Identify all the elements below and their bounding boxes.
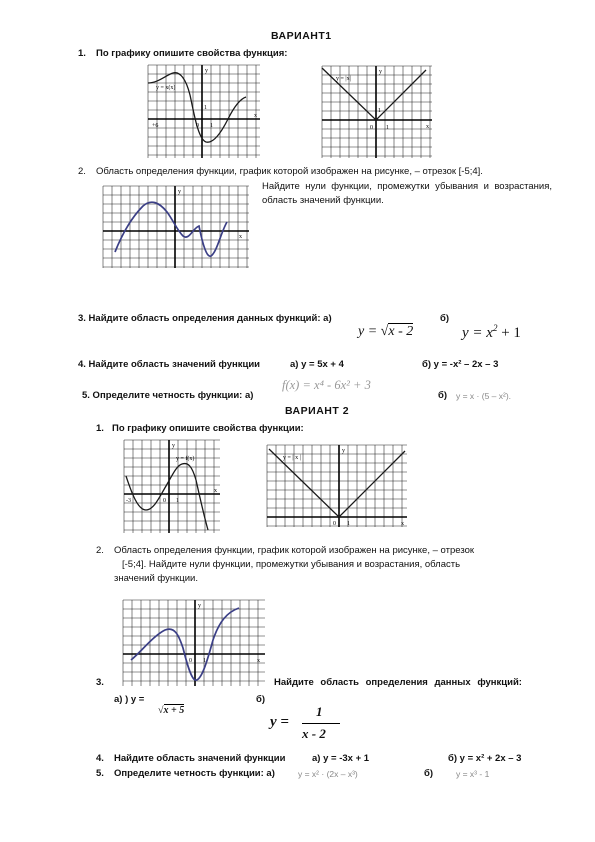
v2-q5-number: 5.: [96, 768, 104, 779]
v1-q1-number: 1.: [78, 48, 86, 59]
v1-graph-1-tick-left: +6: [152, 123, 159, 129]
v1-q4-a: а) у = 5х + 4: [290, 359, 344, 370]
v1-q3-text: 3. Найдите область определения данных функций: а): [78, 313, 332, 324]
v2-q3-formula-a-radicand-wrap: [158, 705, 184, 716]
v2-graph-6-grid: [123, 600, 265, 686]
v2-q5-text: Определите четность функции: а): [114, 768, 275, 779]
v1-q3-b-label: б): [440, 313, 450, 324]
v1-q5-text: 5. Определите четность функции: а): [82, 390, 254, 401]
v2-q3-text: Найдите область определения данных функций:: [274, 677, 522, 688]
v2-q3-formula-b-den: x - 2: [302, 726, 326, 741]
v1-q5-formula-b: у = х · (5 – х²).: [456, 391, 512, 401]
v2-q3-formula-a-radicand: x + 5: [163, 705, 185, 716]
v2-graph-4-label: y = f(x): [176, 456, 195, 462]
v1-graph-3: [103, 186, 249, 268]
v2-q3-a-label: а) ) у =: [114, 694, 145, 705]
v2-q5-formula-b: у = х³ - 1: [456, 769, 490, 779]
v1-graph-1-tick-one: 1: [210, 123, 213, 129]
variant-2-title: ВАРИАНТ 2: [285, 405, 350, 417]
v2-q4-b: б) у = х² + 2х – 3: [448, 753, 522, 764]
v1-graph-1-tick-zero: 0: [196, 123, 199, 129]
sqrt-icon: √: [158, 705, 164, 716]
v2-q4-a: а) у = -3х + 1: [312, 753, 370, 764]
v1-graph-2: [322, 66, 432, 158]
v1-graph-1-label: y = x(x): [156, 85, 176, 91]
v2-graph-6-y-label: y: [198, 603, 201, 609]
v1-q3-formula-a-radicand: x - 2: [388, 324, 414, 339]
v2-graph-5-tick-zero: 0: [333, 521, 336, 527]
v1-graph-3-y-label: y: [178, 189, 181, 195]
v1-q5-b-label: б): [438, 390, 448, 401]
v2-graph-6-tick-zero: 0: [189, 658, 192, 664]
v2-graph-4-tick-one: 1: [176, 498, 179, 504]
v2-q4-number: 4.: [96, 753, 104, 764]
v1-graph-2-y-label: y: [379, 69, 382, 75]
v1-graph-1-grid: [148, 65, 260, 158]
v2-q5-formula-a: у = х² · (2х – х³): [298, 769, 358, 779]
v2-graph-6-tick-one: 1: [203, 658, 206, 664]
v2-graph-5-label: y = | x |: [283, 455, 301, 461]
v1-graph-2-x-label: x: [426, 124, 429, 130]
v1-graph-2-tick-y-one: 1: [378, 108, 381, 114]
v1-graph-1: [148, 65, 260, 158]
v1-graph-1-y-label: y: [205, 68, 208, 74]
v2-graph-5-tick-one: 1: [347, 521, 350, 527]
v2-graph-4-tick-left: -3: [126, 498, 131, 504]
v2-graph-4-x-label: x: [214, 488, 217, 494]
v1-graph-1-tick-y-one: 1: [204, 105, 207, 111]
v2-graph-4-tick-zero: 0: [163, 498, 166, 504]
v2-q2-number: 2.: [96, 545, 104, 556]
v2-graph-6: [123, 600, 265, 686]
v1-q4-text: 4. Найдите область значений функции: [78, 359, 261, 370]
v2-q1-number: 1.: [96, 423, 104, 434]
v1-graph-2-tick-zero: 0: [370, 125, 373, 131]
v1-graph-1-x-label: x: [254, 113, 257, 119]
v1-q3-formula-b-rest: + 1: [501, 325, 521, 341]
v1-q2-line-1: Область определения функции, график которой изображен на рисунке, – отрезок [-5;4].: [96, 166, 483, 177]
v2-q4-text: Найдите область значений функции: [114, 753, 286, 764]
v1-q2-number: 2.: [78, 166, 86, 177]
v2-q2-line-2: [-5;4]. Найдите нули функции, промежутки убывания и возрастания, область: [122, 559, 461, 570]
v1-graph-3-x-label: x: [239, 234, 242, 240]
v2-q3-fraction-bar: [302, 723, 340, 724]
v1-q1-text: По графику опишите свойства функция:: [96, 48, 288, 59]
v1-q3-formula-a-lhs: y =: [358, 324, 378, 339]
v2-graph-5-y-label: y: [342, 448, 345, 454]
variant-1-title: ВАРИАНТ1: [271, 30, 332, 42]
v2-graph-4-y-label: y: [172, 443, 175, 449]
v1-q3-formula-b-lhs: y = x: [462, 325, 493, 341]
v1-q3-formula-a: [358, 324, 413, 340]
v2-q3-b-label: б): [256, 694, 266, 705]
v2-q1-text: По графику опишите свойства функции:: [112, 423, 304, 434]
v2-q3-formula-b-num: 1: [316, 704, 323, 719]
sqrt-icon: √: [380, 324, 389, 339]
v2-q3-number: 3.: [96, 677, 104, 688]
v2-graph-5: [267, 445, 407, 527]
v1-q4-b: б) у = -х² – 2х – 3: [422, 359, 499, 370]
v1-q3-formula-b: [462, 323, 521, 342]
v1-q3-formula-b-exp: 2: [492, 323, 498, 333]
v2-graph-4: [124, 440, 220, 533]
v2-q2-line-1: Область определения функции, график которой изображен на рисунке, – отрезок: [114, 545, 475, 556]
v1-q2-line-2: Найдите нули функции, промежутки убывания и возрастания, область значений функции.: [262, 181, 552, 206]
v2-q2-line-3: значений функции.: [114, 573, 198, 584]
v2-graph-6-x-label: x: [257, 658, 260, 664]
v2-q5-b-label: б): [424, 768, 434, 779]
v2-q3-formula-b-lhs: y =: [270, 714, 289, 730]
v1-graph-2-tick-one: 1: [386, 125, 389, 131]
v2-graph-5-x-label: x: [401, 521, 404, 527]
v1-graph-2-label: y = |x|: [336, 76, 351, 82]
v1-q5-formula-a: f(x) = x⁴ - 6x² + 3: [282, 378, 371, 392]
